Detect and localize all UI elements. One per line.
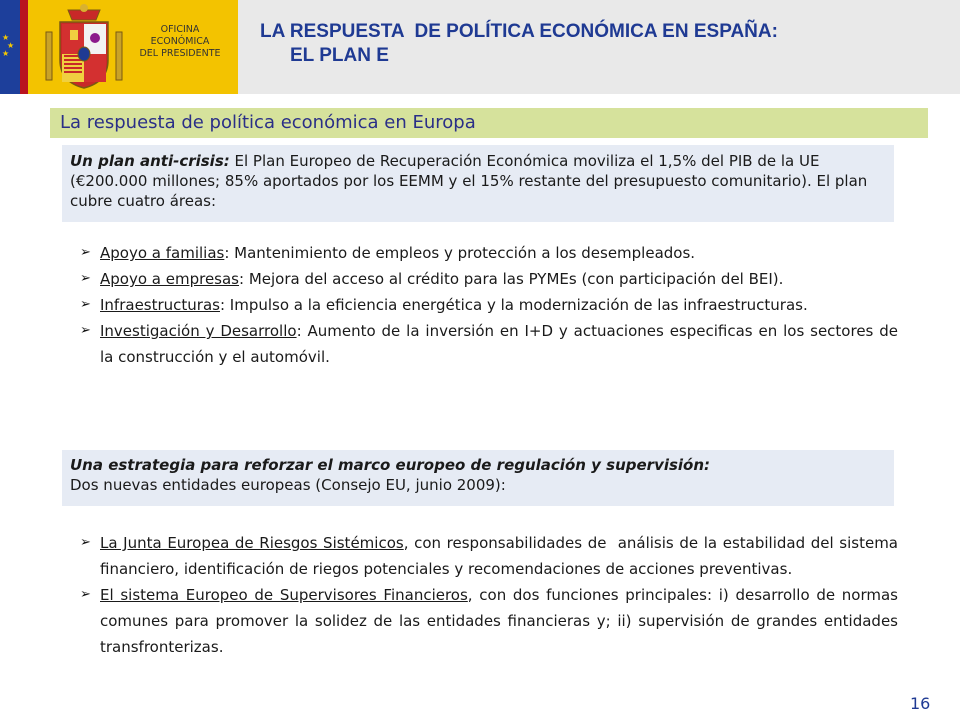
item-text: , con dos funciones principales: i) desarrollo de normas comunes para promover la solidez de las entidades financieras y; ii) supervisión de grandes entidades transfronterizas. bbox=[100, 586, 898, 656]
anti-crisis-box bbox=[62, 145, 894, 222]
areas-list bbox=[80, 240, 898, 370]
eu-flag-blue bbox=[0, 0, 20, 94]
section-bar bbox=[50, 108, 928, 138]
arrow-bullet-icon: ➢ bbox=[80, 271, 91, 286]
item-text: : Mantenimiento de empleos y protección a los desempleados. bbox=[224, 244, 696, 262]
arrow-bullet-icon: ➢ bbox=[80, 587, 91, 602]
arrow-bullet-icon: ➢ bbox=[80, 297, 91, 312]
item-text: , con responsabilidades de análisis de la estabilidad del sistema financiero, identificación de riegos potenciales y recomendaciones de acciones preventivas. bbox=[100, 534, 903, 578]
entities-list bbox=[80, 530, 903, 660]
list-item bbox=[80, 240, 898, 266]
item-lead: La Junta Europea de Riesgos Sistémicos bbox=[100, 534, 404, 552]
box-lead: Una estrategia para reforzar el marco europeo de regulación y supervisión: bbox=[70, 456, 711, 474]
list-item bbox=[80, 266, 898, 292]
item-lead: Investigación y Desarrollo bbox=[100, 322, 297, 340]
list-item bbox=[80, 292, 898, 318]
office-line: OFICINA bbox=[160, 24, 200, 35]
eu-star-icon: ★ bbox=[2, 33, 10, 42]
item-text: : Mejora del acceso al crédito para las PYMEs (con participación del BEI). bbox=[239, 270, 784, 288]
page-title bbox=[260, 20, 778, 68]
arrow-bullet-icon: ➢ bbox=[80, 535, 91, 550]
office-line: ECONÓMICA bbox=[150, 36, 210, 47]
box-lead: Un plan anti-crisis: bbox=[70, 152, 230, 170]
item-lead: Infraestructuras bbox=[100, 296, 220, 314]
item-lead: Apoyo a empresas bbox=[100, 270, 239, 288]
arrow-bullet-icon: ➢ bbox=[80, 323, 91, 338]
eu-star-icon: ★ bbox=[7, 41, 15, 50]
office-line: DEL PRESIDENTE bbox=[139, 48, 221, 59]
list-item bbox=[80, 318, 898, 370]
list-item bbox=[80, 582, 898, 660]
title-line-2: EL PLAN E bbox=[290, 45, 389, 66]
section-title: La respuesta de política económica en Europa bbox=[60, 112, 476, 133]
box-text: El Plan Europeo de Recuperación Económica moviliza el 1,5% del PIB de la UE (€200.000 millones; 85% aportados por los EEMM y el 15% restante del presupuesto comunitario). El plan cubre cuatro áreas: bbox=[70, 152, 868, 210]
strategy-box bbox=[62, 450, 894, 506]
item-lead: Apoyo a familias bbox=[100, 244, 225, 262]
box-text: Dos nuevas entidades europeas (Consejo EU, junio 2009): bbox=[70, 476, 506, 494]
item-text: : Aumento de la inversión en I+D y actuaciones especificas en los sectores de la construcción y el automóvil. bbox=[100, 322, 898, 366]
list-item bbox=[80, 530, 903, 582]
eu-star-icon: ★ bbox=[2, 49, 10, 58]
coat-of-arms-icon bbox=[38, 2, 130, 92]
item-text: : Impulso a la eficiencia energética y la modernización de las infraestructuras. bbox=[219, 296, 808, 314]
office-label bbox=[132, 24, 228, 60]
page-number: 16 bbox=[910, 694, 931, 713]
title-line-1: LA RESPUESTA DE POLÍTICA ECONÓMICA EN ESPAÑA: bbox=[260, 21, 778, 42]
header-band bbox=[0, 0, 960, 94]
item-lead: El sistema Europeo de Supervisores Financieros bbox=[100, 586, 468, 604]
arrow-bullet-icon: ➢ bbox=[80, 245, 91, 260]
